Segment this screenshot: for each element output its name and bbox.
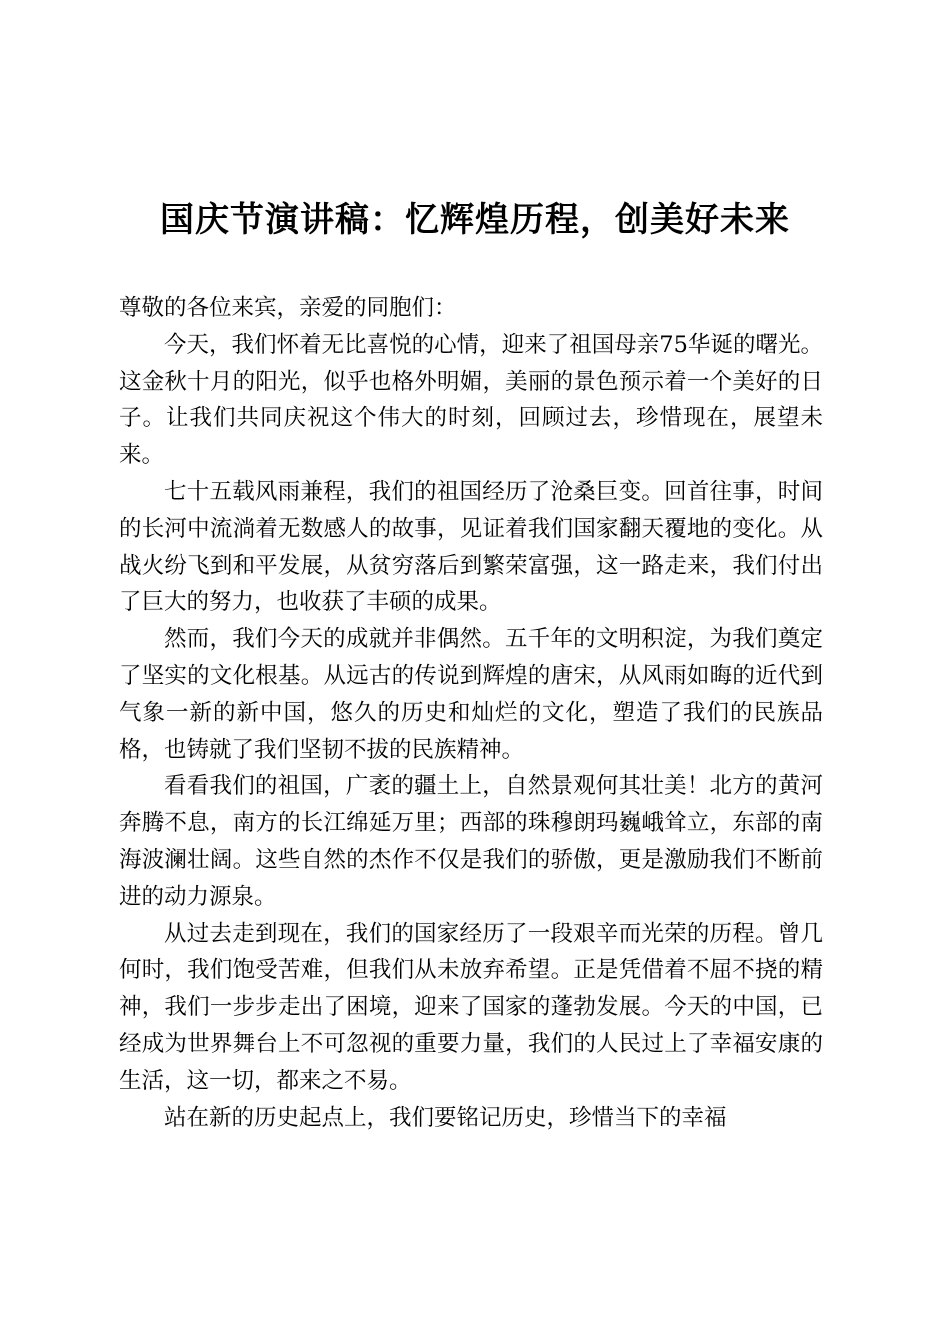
paragraph: 七十五载风雨兼程，我们的祖国经历了沧桑巨变。回首往事，时间的长河中流淌着无数感人的故事，见证着我们国家翻天覆地的变化。从战火纷飞到和平发展，从贫穷落后到繁荣富强，这一路走来，我们付出了巨大的努力，也收获了丰硕的成果。: [119, 478, 823, 616]
paragraph: 然而，我们今天的成就并非偶然。五千年的文明积淀，为我们奠定了坚实的文化根基。从远古的传说到辉煌的唐宋，从风雨如晦的近代到气象一新的新中国，悠久的历史和灿烂的文化，塑造了我们的民族品格，也铸就了我们坚韧不拔的民族精神。: [119, 626, 823, 763]
paragraph: 从过去走到现在，我们的国家经历了一段艰辛而光荣的历程。曾几何时，我们饱受苦难，但我们从未放弃希望。正是凭借着不屈不挠的精神，我们一步步走出了困境，迎来了国家的蓬勃发展。今天的中国，已经成为世界舞台上不可忽视的重要力量，我们的人民过上了幸福安康的生活，这一切，都来之不易。: [119, 920, 823, 1094]
document-body: [119, 290, 823, 1136]
paragraph: 今天，我们怀着无比喜悦的心情，迎来了祖国母亲75华诞的曙光。这金秋十月的阳光，似乎也格外明媚，美丽的景色预示着一个美好的日子。让我们共同庆祝这个伟大的时刻，回顾过去，珍惜现在，展望未来。: [119, 331, 823, 469]
document-title: 国庆节演讲稿：忆辉煌历程，创美好未来: [160, 200, 790, 240]
paragraph: 看看我们的祖国，广袤的疆土上，自然景观何其壮美！北方的黄河奔腾不息，南方的长江绵延万里；西部的珠穆朗玛巍峨耸立，东部的南海波澜壮阔。这些自然的杰作不仅是我们的骄傲，更是激励我们不断前进的动力源泉。: [119, 773, 823, 910]
greeting-line: 尊敬的各位来宾，亲爱的同胞们：: [119, 295, 457, 321]
paragraph: 站在新的历史起点上，我们要铭记历史，珍惜当下的幸福: [164, 1104, 727, 1131]
